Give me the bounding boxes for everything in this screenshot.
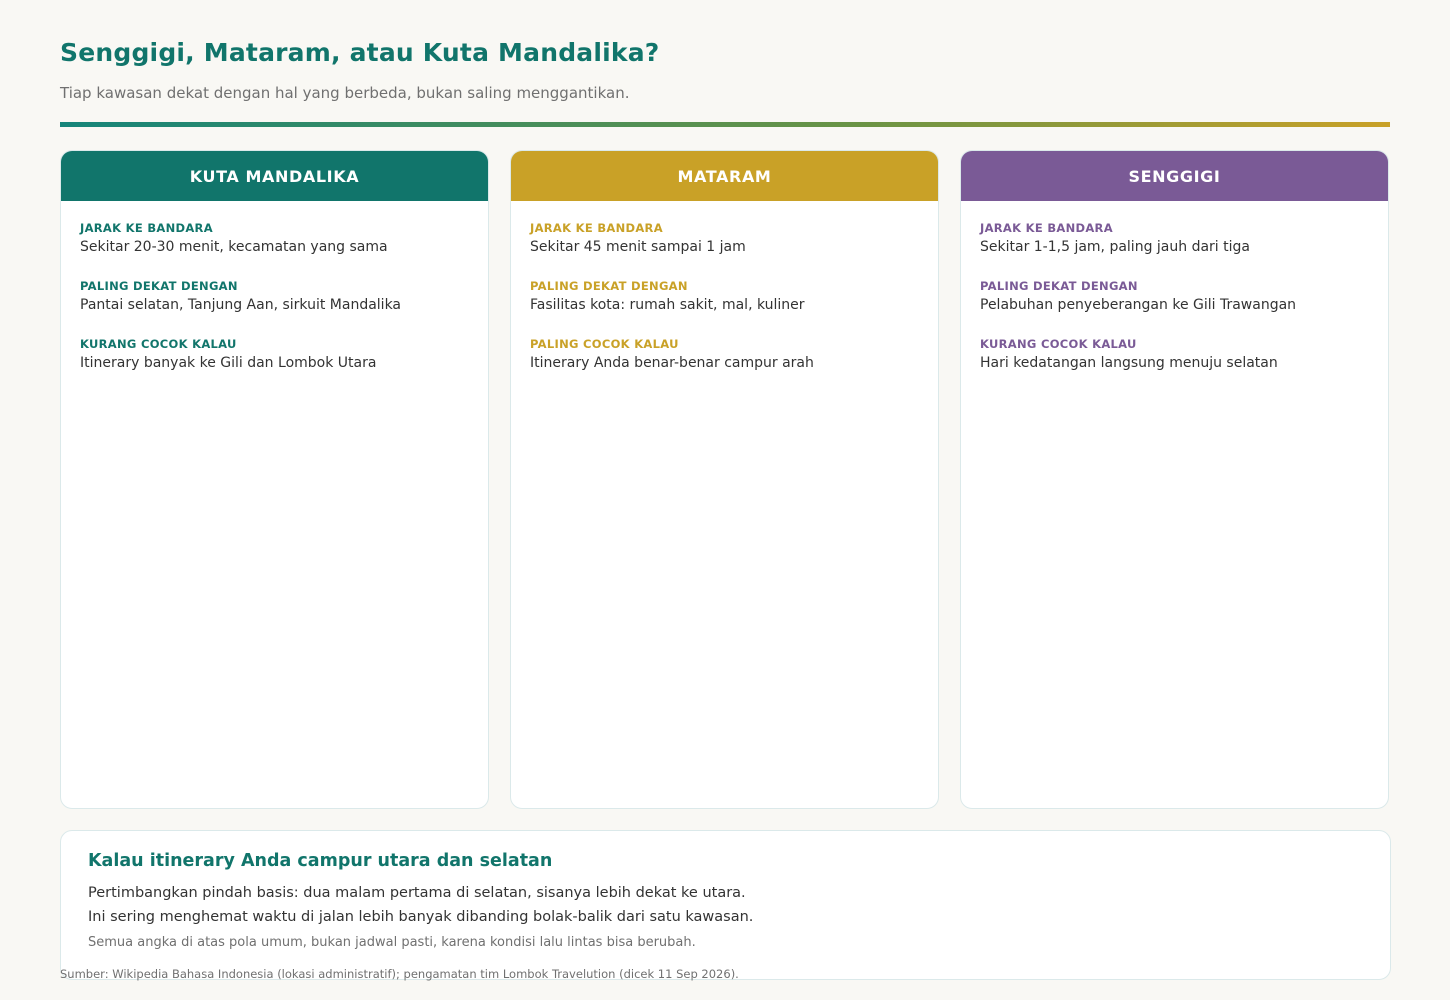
tip-line: Pertimbangkan pindah basis: dua malam pertama di selatan, sisanya lebih dekat ke utara. [88,885,746,901]
field-airport-distance [980,221,1369,255]
field-label: JARAK KE BANDARA [530,221,663,235]
field-value: Itinerary Anda benar-benar campur arah [530,355,814,371]
field-fit [980,337,1369,371]
field-label: KURANG COCOK KALAU [980,337,1137,351]
field-label: PALING DEKAT DENGAN [80,279,238,293]
card-kuta-mandalika [60,150,489,809]
field-value: Pelabuhan penyeberangan ke Gili Trawangan [980,297,1297,313]
header-divider [60,122,1390,127]
card-mataram [510,150,939,809]
field-value: Pantai selatan, Tanjung Aan, sirkuit Mandalika [80,297,402,313]
field-label: PALING DEKAT DENGAN [530,279,688,293]
field-fit [530,337,919,371]
field-airport-distance [80,221,469,255]
field-value: Sekitar 45 menit sampai 1 jam [530,239,746,255]
card-senggigi [960,150,1389,809]
field-label: JARAK KE BANDARA [80,221,213,235]
field-fit [80,337,469,371]
page-subtitle: Tiap kawasan dekat dengan hal yang berbeda, bukan saling menggantikan. [60,84,630,102]
tip-line: Ini sering menghemat waktu di jalan lebih banyak dibanding bolak-balik dari satu kawasan. [88,909,754,925]
page-title: Senggigi, Mataram, atau Kuta Mandalika? [60,38,660,67]
field-closest-to [80,279,469,313]
field-value: Sekitar 20-30 menit, kecamatan yang sama [80,239,388,255]
field-label: JARAK KE BANDARA [980,221,1113,235]
field-airport-distance [530,221,919,255]
field-value: Itinerary banyak ke Gili dan Lombok Utara [80,355,377,371]
field-label: KURANG COCOK KALAU [80,337,237,351]
field-label: PALING COCOK KALAU [530,337,679,351]
tip-title: Kalau itinerary Anda campur utara dan selatan [88,851,553,871]
card-header: SENGGIGI [961,151,1388,201]
tip-box [60,830,1391,980]
field-label: PALING DEKAT DENGAN [980,279,1138,293]
card-header: MATARAM [511,151,938,201]
field-value: Fasilitas kota: rumah sakit, mal, kuliner [530,297,805,313]
card-header: KUTA MANDALIKA [61,151,488,201]
source-citation: Sumber: Wikipedia Bahasa Indonesia (lokasi administratif); pengamatan tim Lombok Travelution (dicek 11 Sep 2026). [60,967,739,981]
field-value: Hari kedatangan langsung menuju selatan [980,355,1278,371]
field-closest-to [980,279,1369,313]
field-closest-to [530,279,919,313]
field-value: Sekitar 1-1,5 jam, paling jauh dari tiga [980,239,1250,255]
tip-disclaimer: Semua angka di atas pola umum, bukan jadwal pasti, karena kondisi lalu lintas bisa berubah. [88,935,696,950]
